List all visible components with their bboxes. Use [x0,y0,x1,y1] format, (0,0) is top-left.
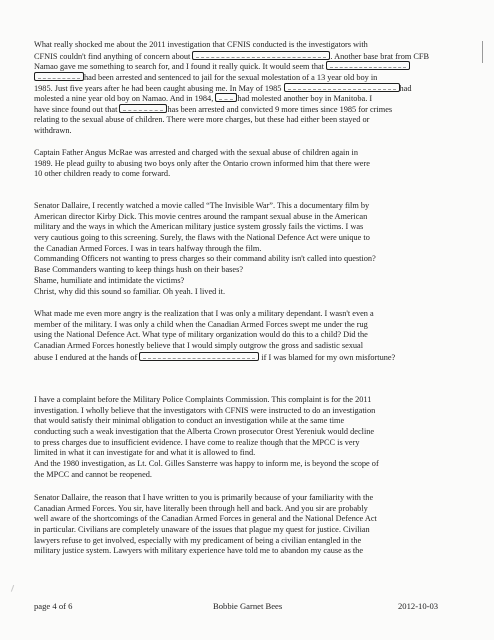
text-line [34,244,474,255]
text-line [34,427,474,438]
text-line [34,265,474,276]
text-line [34,320,474,331]
redaction-box [119,104,167,113]
text-line [34,536,474,547]
text-line [34,504,474,515]
redaction-box [284,83,400,92]
margin-mark [482,41,485,63]
text-run: 1985. Just five years after he had been caught abusing me. In May of 1985 [34,83,284,93]
text-line [34,169,474,180]
paragraph-military-dependant [34,309,474,362]
text-run: Canadian Armed Forces honestly believe that I would simply outgrow the gross and sadistic sexual [34,341,364,351]
text-run: had [399,83,412,93]
text-line [34,448,474,459]
text-run: Senator Dallaire, I recently watched a movie called “The Invisible War”. This a documentary film by [34,201,370,210]
text-line [34,159,474,170]
text-run: lawyers refuse to get involved, especially with my predicament of being a civilian entangled in the [34,535,362,545]
paragraph-mpcc-complaint [34,395,474,481]
text-run: limited in what it can investigate for and what it is allowed to find. [34,448,256,458]
text-line [34,40,474,51]
text-run: relating to the sexual abuse of children. There were more charges, but these had either been stayed or [34,114,370,124]
text-line [34,406,474,417]
text-line [34,330,474,341]
text-run: investigation. I wholly believe that the investigators with CFNIS were instructed to do an investigation [34,405,376,415]
text-run: well aware of the shortcomings of the Canadian Armed Forces in general and the National Defence Act [34,514,377,524]
text-run: if I was blamed for my own misfortune? [259,352,396,362]
scan-speck [11,585,15,592]
text-line [34,395,474,406]
text-run: that would satisfy their minimal obligation to conduct an investigation while at the same time [34,416,345,426]
text-run: using the National Defence Act. What type of military organization would do this to a child? Did the [34,330,368,340]
text-run: 1989. He plead guilty to abusing two boys only after the Ontario crown informed him that there were [34,158,370,168]
text-run: to press charges due to insufficient evidence. I have come to realize though that the MPCC is very [34,437,360,447]
text-run: Canadian Armed Forces. You sir, have literally been through hell and back. And you sir are probably [34,503,368,513]
text-run: What really shocked me about the 2011 investigation that CFNIS conducted is the investigators with [34,40,368,49]
text-line [34,201,474,212]
text-line [34,254,474,265]
text-line [34,61,474,72]
text-line [34,93,474,104]
text-run: the Canadian Armed Forces. I was in tears halfway through the film. [34,243,262,253]
text-run: the MPCC and cannot be reopened. [34,469,152,479]
text-line [34,352,474,363]
paragraph-senator-reason [34,493,474,557]
text-run: CFNIS couldn't find anything of concern about [34,51,193,61]
footer-author: Bobbie Garnet Bees [213,601,283,611]
text-line [34,104,474,115]
text-line [34,51,474,62]
paragraph-invisible-war [34,201,474,297]
text-run: abuse I endured at the hands of [34,352,140,362]
redaction-box [326,61,410,70]
text-run: Senator Dallaire, the reason that I have written to you is primarily because of your familiarity with the [34,493,374,502]
text-line [34,115,474,126]
text-line [34,72,474,83]
paragraph-2011-investigation [34,40,474,136]
text-run: I have a complaint before the Military Police Complaints Commission. This complaint is for the 2011 [34,395,372,404]
text-run: military justice system. Lawyers with military experience have told me to abandon my cause as the [34,546,364,556]
text-run: Shame, humiliate and intimidate the victims? [34,275,185,285]
text-run: very cautious going to this screening. Surely, the flaws with the National Defence Act were unique to [34,233,370,243]
text-line [34,416,474,427]
text-run: molested a nine year old boy on Namao. And in 1984, [34,94,216,104]
text-line [34,493,474,504]
text-line [34,514,474,525]
text-line [34,287,474,298]
text-run: Namao gave me something to search for, and I found it really quick. It would seem that [34,62,327,72]
text-run: conducting such a weak investigation that the Alberta Crown prosecutor Orest Yereniuk would decline [34,427,375,437]
text-run: 10 other children ready to come forward. [34,169,171,179]
text-run: in particular. Civilians are completely unaware of the issues that plague my quest for justice. Civilian [34,525,370,535]
text-line [34,276,474,287]
text-line [34,546,474,557]
text-line [34,438,474,449]
redaction-box [34,72,84,81]
text-run: military and the ways in which the American military justice system grossly fails the victims. I was [34,222,364,232]
footer-page-number: page 4 of 6 [34,601,73,611]
redaction-box [139,352,259,361]
text-line [34,126,474,137]
text-run: American director Kirby Dick. This movie centres around the rampant sexual abuse in the American [34,211,368,221]
redaction-box [192,51,330,60]
text-run: had been arrested and sentenced to jail for the sexual molestation of a 13 year old boy in [84,73,378,83]
text-run: And the 1980 investigation, as Lt. Col. Gilles Sansterre was happy to inform me, is beyond the scope of [34,459,379,469]
text-run: has been arrested and convicted 9 more times since 1985 for crimes [167,105,393,115]
text-run: member of the military. I was only a child when the Canadian Armed Forces swept me under the rug [34,319,368,329]
text-line [34,212,474,223]
text-run: have since found out that [34,105,120,115]
text-line [34,459,474,470]
text-run: Captain Father Angus McRae was arrested and charged with the sexual abuse of children again in [34,148,359,157]
text-run: What made me even more angry is the realization that I was only a military dependant. I wasn't even a [34,309,374,318]
text-line [34,222,474,233]
redaction-box [215,93,237,102]
text-line [34,470,474,481]
text-run: Christ, why did this sound so familiar. Oh yeah. I lived it. [34,286,226,296]
text-line [34,233,474,244]
footer-date: 2012-10-03 [398,601,439,611]
text-run: . Another base brat from CFB [330,51,430,61]
text-run: had molested another boy in Manitoba. I [237,94,373,104]
text-run: Commanding Officers not wanting to press charges so their command ability isn't called into question? [34,254,376,264]
text-line [34,525,474,536]
text-line [34,148,474,159]
text-run: Base Commanders wanting to keep things hush on their bases? [34,265,243,275]
text-line [34,309,474,320]
text-line [34,83,474,94]
paragraph-father-mcrae [34,148,474,180]
text-run: withdrawn. [34,125,72,135]
text-line [34,341,474,352]
